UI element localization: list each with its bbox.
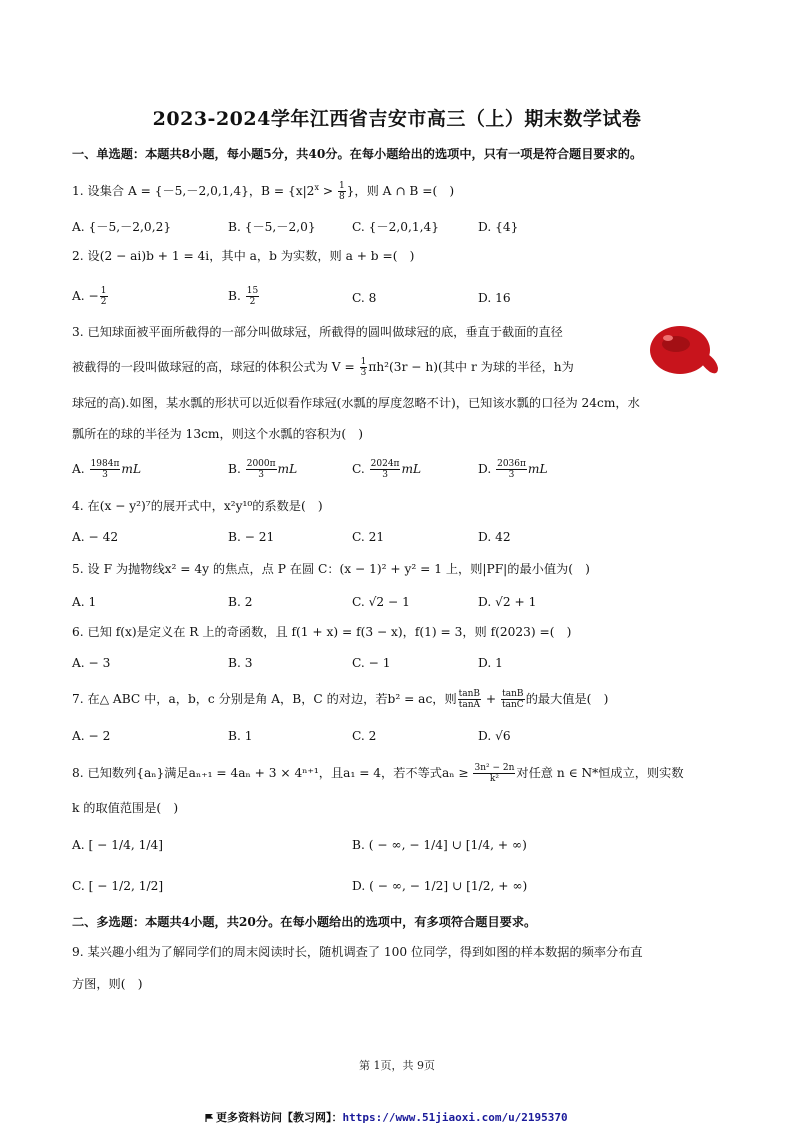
q4-option-d: D. 42	[478, 530, 511, 544]
q6-option-d: D. 1	[478, 656, 503, 670]
q4-option-c: C. 21	[352, 530, 385, 544]
q2-option-d: D. 16	[478, 291, 511, 305]
question-7-stem: 7. 在△ ABC 中，a，b，c 分别是角 A，B，C 的对边，若b² = ac，则 $\frac{\tan B}{\tan A}$ + $\frac{\tan B}{\tan C}$ 的最大值是( )	[72, 689, 609, 710]
flag-icon	[205, 1114, 213, 1122]
q1-option-a: A. {－5,－2,0,2}	[72, 220, 172, 234]
question-8-line-2: k 的取值范围是( )	[72, 801, 179, 815]
question-4-stem: 4. 在(x − y²)⁷的展开式中，x²y¹⁰的系数是( )	[72, 499, 323, 513]
section-1-heading: 一、单选题：本题共8小题，每小题5分，共40分。在每小题给出的选项中，只有一项是符合题目要求的。	[72, 147, 643, 161]
page-footer: 第 1页，共 9页	[359, 1059, 435, 1072]
water-ladle-figure	[646, 322, 722, 384]
question-6-stem: 6. 已知 f(x)是定义在 R 上的奇函数，且 f(1 + x) = f(3 − x)，f(1) = 3，则 f(2023) =( )	[72, 625, 572, 639]
q5-option-a: A. 1	[72, 595, 97, 609]
q2-option-a: A. − $\frac{1}{2}$	[72, 286, 107, 307]
q8-option-a: A. [ − 1/4, 1/4]	[72, 838, 163, 852]
q7-option-c: C. 2	[352, 729, 377, 743]
q7-option-d: D. √6	[478, 729, 511, 743]
q6-option-a: A. − 3	[72, 656, 111, 670]
q1-option-b: B. {－5,－2,0}	[228, 220, 316, 234]
question-2-stem: 2. 设(2 − ai)b + 1 = 4i，其中 a，b 为实数，则 a + b =( )	[72, 249, 415, 263]
q3-option-a: A. $\frac{1984\pi}{3}$ mL	[72, 459, 142, 480]
question-9-line-1: 9. 某兴趣小组为了解同学们的周末阅读时长，随机调查了 100 位同学，得到如图的样本数据的频率分布直	[72, 945, 643, 959]
q2-option-b: B. $\frac{15}{2}$	[228, 286, 259, 307]
question-5-stem: 5. 设 F 为抛物线x² = 4y 的焦点，点 P 在圆 C：(x − 1)² + y² = 1 上，则|PF|的最小值为( )	[72, 562, 590, 576]
q6-option-c: C. − 1	[352, 656, 391, 670]
promo-text: 更多资料访问【教习网】：	[216, 1111, 343, 1124]
q3-option-d: D. $\frac{2036\pi}{3}$ mL	[478, 459, 548, 480]
q3-option-c: C. $\frac{2024\pi}{3}$ mL	[352, 459, 422, 480]
q4-option-b: B. − 21	[228, 530, 275, 544]
question-3-line-1: 3. 已知球面被平面所截得的一部分叫做球冠，所截得的圆叫做球冠的底，垂直于截面的直径	[72, 325, 563, 339]
q3-option-b: B. $\frac{2000\pi}{3}$ mL	[228, 459, 298, 480]
q4-option-a: A. − 42	[72, 530, 119, 544]
q5-option-d: D. √2 + 1	[478, 595, 537, 609]
section-2-heading: 二、多选题：本题共4小题，共20分。在每小题给出的选项中，有多项符合题目要求。	[72, 915, 537, 929]
q7-option-a: A. − 2	[72, 729, 111, 743]
question-1-stem: 1. 设集合 A = {－5,－2,0,1,4}，$B = \{x|2^x$ > $\frac{1}{8}$ }，则 A ∩ B =( )	[72, 181, 455, 203]
page-title: 2023-2024学年江西省吉安市高三（上）期末数学试卷	[152, 108, 642, 130]
ladle-handle	[700, 352, 718, 373]
promo-link[interactable]: https://www.51jiaoxi.com/u/2195370	[342, 1111, 568, 1124]
q6-option-b: B. 3	[228, 656, 253, 670]
q8-option-b: B. ( − ∞, − 1/4] ∪ [1/4, + ∞)	[352, 838, 527, 852]
q8-option-c: C. [ − 1/2, 1/2]	[72, 879, 164, 893]
question-3-line-2: 被截得的一段叫做球冠的高，球冠的体积公式为 V = $\frac{1}{3}$ πh²(3r − h)(其中 r 为球的半径，h为	[72, 357, 574, 378]
q1-option-c: C. {－2,0,1,4}	[352, 220, 439, 234]
q7-option-b: B. 1	[228, 729, 253, 743]
question-3-line-3: 球冠的高).如图，某水瓢的形状可以近似看作球冠(水瓢的厚度忽略不计)，已知该水瓢的口径为 24cm，水	[72, 396, 640, 410]
q1-option-d: D. {4}	[478, 220, 519, 234]
ladle-highlight	[663, 335, 673, 341]
q5-option-b: B. 2	[228, 595, 253, 609]
question-8-stem: 8. 已知数列{aₙ}满足aₙ₊₁ = 4aₙ + 3 × 4ⁿ⁺¹，且a₁ = 4，若不等式aₙ ≥ $\frac{\text{3n² − 2n}}{\text{k²}}$ 对任意 n ∈ N*恒成立，则实数	[72, 763, 684, 784]
q2-option-c: C. 8	[352, 291, 377, 305]
q5-option-c: C. √2 − 1	[352, 595, 410, 609]
q8-option-d: D. ( − ∞, − 1/2] ∪ [1/2, + ∞)	[352, 879, 528, 893]
question-9-line-2: 方图，则( )	[72, 977, 143, 991]
promo-banner	[205, 1109, 568, 1125]
question-3-line-4: 瓢所在的球的半径为 13cm，则这个水瓢的容积为( )	[72, 427, 364, 441]
